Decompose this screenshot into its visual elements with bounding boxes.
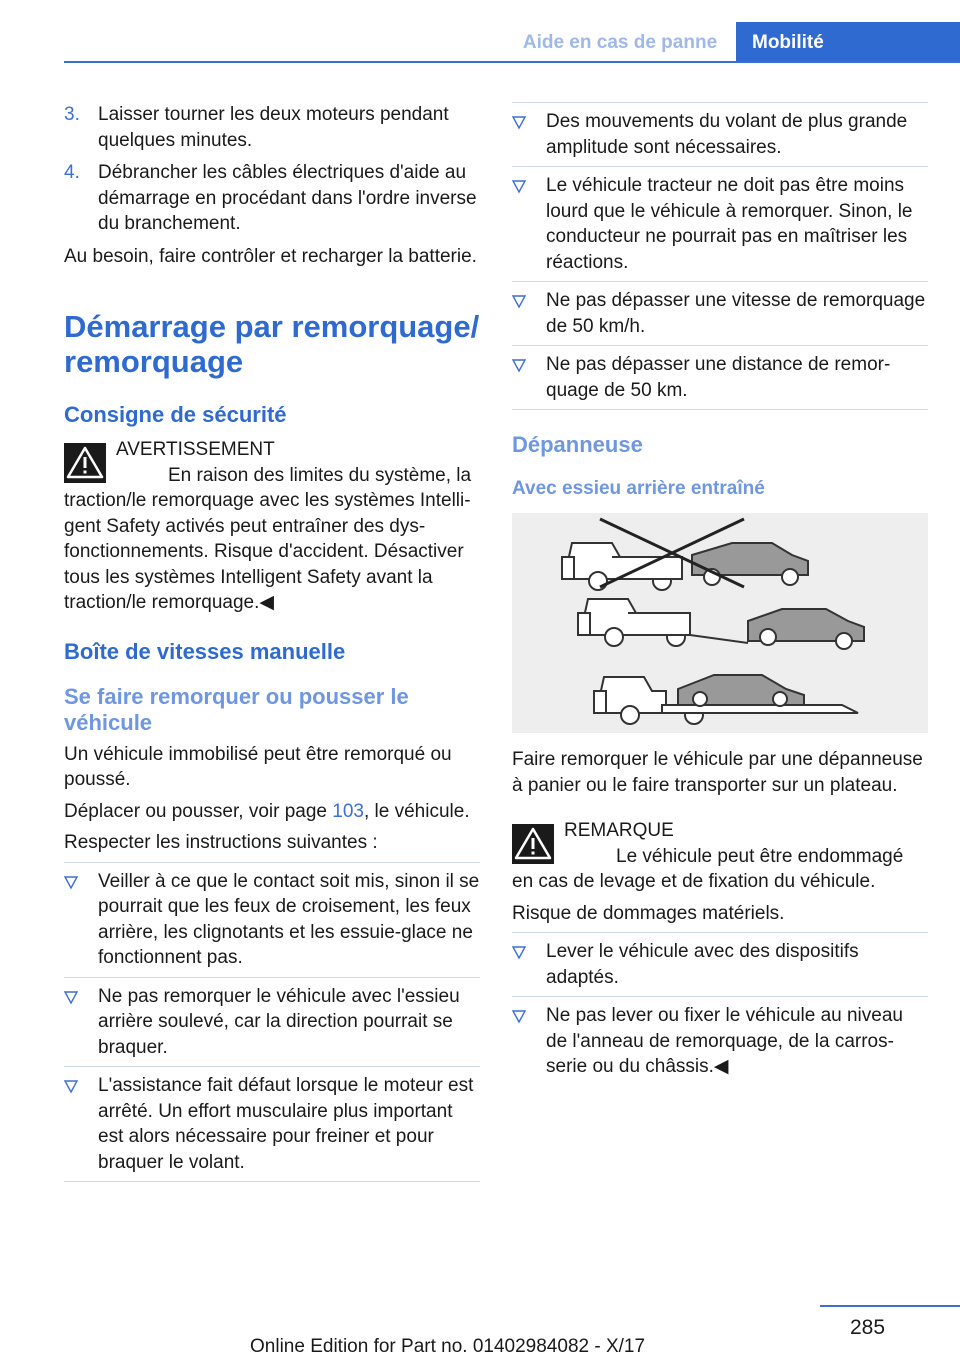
header-rule bbox=[64, 61, 960, 63]
warning-text: En raison des limites du système, la traction/le remorquage avec les systèmes Intelligent Safety activés peut entraîner des dysfonctionnements. Risque d'accident. Désactiver tous les systèmes Intelligent Safety avant la traction/le remorquage.◀ bbox=[64, 464, 472, 613]
tow-truck-diagram-icon bbox=[512, 513, 928, 733]
tow-paragraph: Faire remorquer le véhicule par une dépanneuse à panier ou le faire transporter sur un plateau. bbox=[512, 749, 923, 796]
list-item: Ne pas dépasser une vitesse de remorquage de 50 km/h. bbox=[512, 288, 928, 346]
page-reference-link[interactable]: 103 bbox=[332, 800, 364, 822]
triangle-bullet-icon bbox=[512, 942, 526, 962]
triangle-bullet-icon bbox=[512, 176, 526, 196]
footer-rule bbox=[820, 1305, 960, 1307]
risk-paragraph: Risque de dommages matériels. bbox=[512, 902, 785, 924]
triangle-bullet-icon bbox=[64, 1076, 78, 1096]
triangle-bullet-icon bbox=[512, 291, 526, 311]
right-column bbox=[512, 102, 928, 1092]
footer-edition: Online Edition for Part no. 01402984082 - X/17 bbox=[250, 1336, 646, 1357]
warning-title: AVERTISSEMENT bbox=[116, 439, 275, 460]
gearbox-heading: Boîte de vitesses manuelle bbox=[64, 638, 346, 664]
section-tab-breakdown[interactable]: Aide en cas de panne bbox=[522, 32, 718, 53]
page-number: 285 bbox=[850, 1316, 886, 1339]
triangle-bullet-icon bbox=[512, 1006, 526, 1026]
list-item: L'assistance fait défaut lorsque le moteur est arrêté. Un effort musculaire plus important est alors nécessaire pour freiner et pour braquer le volant. bbox=[64, 1073, 480, 1182]
warning-block bbox=[64, 437, 480, 616]
list-item: Veiller à ce que le contact soit mis, sinon il se pourrait que les feux de croisement, les feux arrière, les clignotants et les essuie-glace ne fonctionnent pas. bbox=[64, 869, 480, 978]
list-item: Ne pas dépasser une distance de remorquage de 50 km. bbox=[512, 352, 928, 410]
step-number: 4. bbox=[64, 162, 80, 183]
towing-illustration bbox=[512, 513, 928, 733]
battery-paragraph: Au besoin, faire contrôler et recharger la batterie. bbox=[64, 245, 477, 267]
notice-title: REMARQUE bbox=[564, 820, 674, 841]
push-heading: Se faire remorquer ou pousser le véhicule bbox=[64, 683, 409, 735]
warning-icon bbox=[512, 824, 554, 864]
list-item: Ne pas remorquer le véhicule avec l'essieu arrière soulevé, car la direction pourrait se braquer. bbox=[64, 984, 480, 1068]
left-column bbox=[64, 102, 480, 1188]
warning-icon bbox=[64, 443, 106, 483]
move-paragraph: Déplacer ou pousser, voir page 103, le véhicule. bbox=[64, 800, 470, 822]
safety-heading: Consigne de sécurité bbox=[64, 402, 287, 427]
immobilized-paragraph: Un véhicule immobilisé peut être remorqué ou poussé. bbox=[64, 743, 452, 790]
rear-axle-heading: Avec essieu arrière entraîné bbox=[512, 478, 765, 499]
instructions-list bbox=[64, 862, 480, 1183]
notice-block bbox=[512, 818, 928, 895]
triangle-bullet-icon bbox=[64, 987, 78, 1007]
triangle-bullet-icon bbox=[512, 112, 526, 132]
step-text: Débrancher les câbles électriques d'aide au démarrage en procédant dans l'ordre inverse du branchement. bbox=[98, 162, 477, 234]
step-number: 3. bbox=[64, 104, 80, 125]
list-item: Ne pas lever ou fixer le véhicule au niveau de l'anneau de remorquage, de la carrosserie ou du châssis.◀ bbox=[512, 1003, 928, 1086]
lifting-list bbox=[512, 932, 928, 1086]
notice-text: Le véhicule peut être endommagé en cas de levage et de fixation du véhicule. bbox=[512, 845, 904, 892]
instructions-paragraph: Respecter les instructions suivantes : bbox=[64, 832, 378, 853]
section-title: Démarrage par remorquage/ remorquage bbox=[64, 309, 480, 379]
section-tab-mobility[interactable]: Mobilité bbox=[736, 22, 960, 63]
tow-truck-heading: Dépanneuse bbox=[512, 432, 643, 457]
step-text: Laisser tourner les deux moteurs pendant quelques minutes. bbox=[98, 104, 449, 151]
list-item: Le véhicule tracteur ne doit pas être moins lourd que le véhicule à remorquer. Sinon, le conducteur ne pourrait pas en maîtriser les réactions. bbox=[512, 173, 928, 282]
triangle-bullet-icon bbox=[64, 872, 78, 892]
step-item bbox=[64, 160, 480, 237]
triangle-bullet-icon bbox=[512, 355, 526, 375]
towing-rules-list bbox=[512, 102, 928, 410]
list-item: Des mouvements du volant de plus grande amplitude sont nécessaires. bbox=[512, 109, 928, 167]
list-item: Lever le véhicule avec des dispositifs adaptés. bbox=[512, 939, 928, 997]
step-item bbox=[64, 102, 480, 153]
